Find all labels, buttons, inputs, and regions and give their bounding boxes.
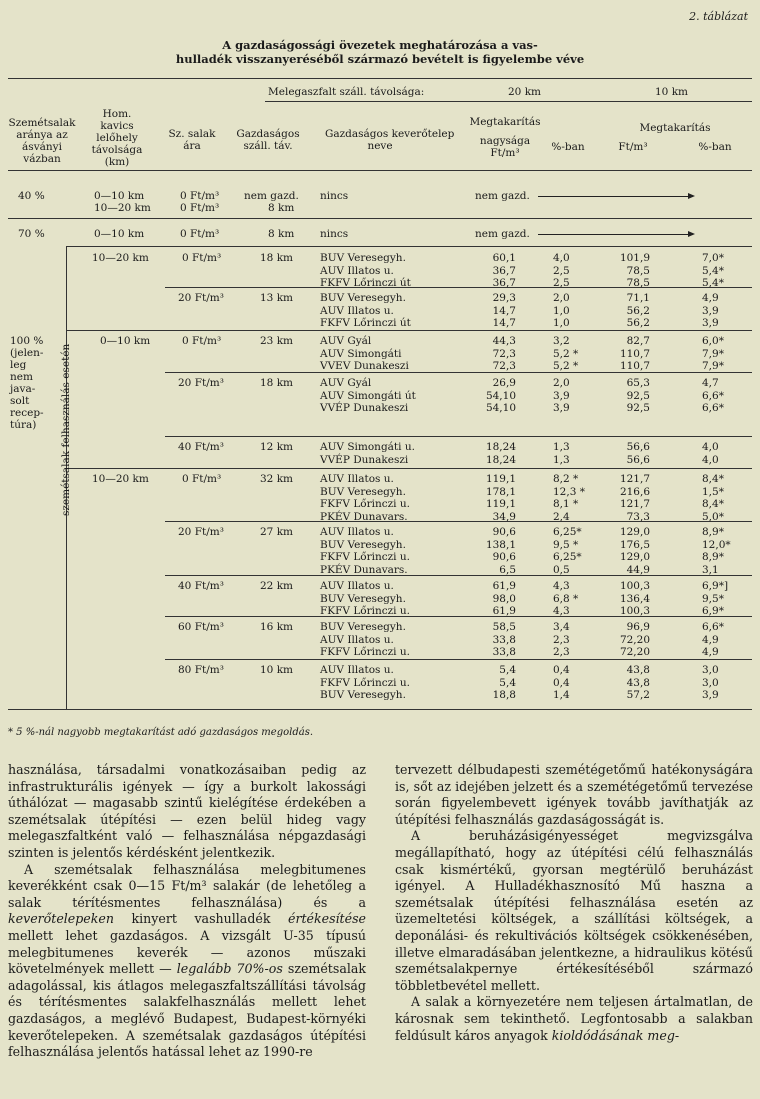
plant-name: BUV Veresegyh. bbox=[320, 621, 406, 633]
savings-pct-20: 0,4 bbox=[553, 676, 570, 689]
share-100: java- bbox=[10, 383, 36, 395]
share-100: (jelen- bbox=[10, 347, 44, 359]
text-run: mellett lehet gazdaságos. A vizsgált U-35 típusú melegbitumenes keverék — azonos műszaki követelmények mellett — bbox=[8, 927, 366, 977]
econ-dist: 8 km bbox=[268, 202, 295, 214]
plant-name: nincs bbox=[320, 190, 349, 202]
savings-pct-10: 8,4* bbox=[702, 498, 724, 510]
header-bottom-rule bbox=[8, 170, 752, 171]
section-rule bbox=[8, 218, 752, 219]
slag-price: 20 Ft/m³ bbox=[178, 292, 224, 304]
slag-price: 40 Ft/m³ bbox=[178, 441, 224, 453]
savings-pct-20: 0,4 bbox=[553, 664, 570, 676]
plant-name: AUV Illatos u. bbox=[320, 264, 394, 277]
savings-pct-20: 8,1 * bbox=[553, 498, 579, 510]
group-rule bbox=[66, 468, 752, 469]
slag-price: 60 Ft/m³ bbox=[178, 621, 224, 633]
distance-10km: 10 km bbox=[655, 86, 689, 98]
savings-pct-20: 1,0 bbox=[553, 317, 570, 329]
header-gravel: Hom. bbox=[102, 108, 132, 120]
slag-price: 0 Ft/m³ bbox=[182, 335, 222, 347]
savings-ft-10: 43,8 bbox=[626, 664, 650, 676]
savings-pct-10: 6,9* bbox=[702, 605, 724, 617]
header-slag-price: Sz. salak bbox=[168, 128, 216, 140]
group-rule bbox=[165, 287, 752, 288]
econ-dist: 27 km bbox=[260, 526, 294, 538]
savings-ft-10: 71,1 bbox=[626, 292, 650, 304]
plant-name: PKÉV Dunavars. bbox=[320, 563, 408, 576]
econ-dist: 10 km bbox=[260, 664, 294, 676]
savings-ft-10: 100,3 bbox=[619, 605, 650, 617]
plant-name: FKFV Lőrinczi u. bbox=[320, 551, 410, 563]
savings-amount-20: 18,24 bbox=[485, 441, 516, 453]
savings-pct-10: 5,4* bbox=[702, 264, 724, 277]
plant-name: AUV Simongáti út bbox=[320, 389, 416, 402]
savings-ft-10: 72,20 bbox=[619, 646, 650, 658]
gravel-range: 0—10 km bbox=[100, 335, 151, 347]
plant-name: AUV Illatos u. bbox=[320, 304, 394, 317]
savings-pct-10: 1,5* bbox=[702, 485, 724, 498]
savings-amount-20: 72,3 bbox=[492, 360, 516, 372]
share-100: túra) bbox=[10, 419, 37, 431]
savings-ft-10: 121,7 bbox=[619, 498, 650, 510]
left-column bbox=[8, 762, 366, 1061]
savings-pct-20: 12,3 * bbox=[553, 485, 585, 498]
section-rule bbox=[66, 246, 752, 247]
plant-name: AUV Gyál bbox=[320, 335, 372, 347]
savings-pct-10: 4,0 bbox=[702, 441, 719, 453]
plant-name: AUV Illatos u. bbox=[320, 526, 394, 538]
distance-rule bbox=[265, 101, 752, 102]
savings-pct-20: 2,0 bbox=[553, 377, 570, 389]
group-rule bbox=[165, 659, 752, 660]
savings-ft-10: 110,7 bbox=[619, 347, 650, 360]
gravel-range: 0—10 km bbox=[94, 228, 145, 240]
share-100: recep- bbox=[10, 407, 44, 419]
share-100: solt bbox=[10, 395, 30, 407]
savings-pct-20: 6,25* bbox=[553, 551, 582, 563]
savings-ft-10: 82,7 bbox=[626, 335, 650, 347]
plant-name: BUV Veresegyh. bbox=[320, 592, 406, 605]
savings-pct-20: 3,9 bbox=[553, 389, 570, 402]
savings-pct-10: 3,9 bbox=[702, 304, 719, 317]
savings-pct-20: 0,5 bbox=[553, 563, 570, 576]
plant-name: BUV Veresegyh. bbox=[320, 689, 406, 701]
econ-dist: 18 km bbox=[260, 377, 294, 389]
savings-pct-10: 5,4* bbox=[702, 277, 724, 289]
right-column bbox=[395, 762, 753, 1044]
plant-name: FKFV Lőrinczi út bbox=[320, 277, 411, 289]
plant-name: BUV Veresegyh. bbox=[320, 292, 406, 304]
plant-name: AUV Gyál bbox=[320, 377, 372, 389]
text-run: keverőtelepeken bbox=[8, 911, 114, 927]
savings-amount-20: 54,10 bbox=[485, 389, 516, 402]
slag-price: 20 Ft/m³ bbox=[178, 526, 224, 538]
header-pct-20: %-ban bbox=[551, 141, 585, 153]
econ-dist: 8 km bbox=[268, 228, 295, 240]
plant-name: FKFV Lőrinczi út bbox=[320, 317, 411, 329]
group-rule bbox=[165, 575, 752, 576]
savings-ft-10: 56,2 bbox=[626, 304, 650, 317]
econ-dist: 13 km bbox=[260, 292, 294, 304]
savings-ft-10: 92,5 bbox=[626, 402, 650, 414]
group-rule bbox=[165, 436, 752, 437]
econ-dist: 22 km bbox=[260, 580, 294, 592]
savings-ft-10: 110,7 bbox=[619, 360, 650, 372]
slag-price: 20 Ft/m³ bbox=[178, 377, 224, 389]
savings-pct-20: 6,25* bbox=[553, 526, 582, 538]
text-run: szemétsalak adagolással, kis átlagos melegaszfaltszállítási távolság és térítésmentes salakfelhasználás mellett lehet gazdaságos, a meglévő Budapest, Budapest-környéki keverőtelepeken. A szemétsalak gazdaságos útépítési felhasználása jelentős hatással lehet az 1990-re bbox=[8, 961, 366, 1060]
slag-price: 0 Ft/m³ bbox=[180, 202, 220, 214]
savings-pct-20: 4,3 bbox=[553, 605, 570, 617]
text-run: A salak a környezetére nem teljesen ártalmatlan, de károsnak sem tekinthető. Legfontosabb a salakban feldúsult káros anyagok bbox=[395, 994, 753, 1043]
plant-name: BUV Veresegyh. bbox=[320, 538, 406, 551]
share-100: nem bbox=[10, 371, 33, 383]
savings-ft-10: 136,4 bbox=[619, 592, 650, 605]
econ-dist: nem gazd. bbox=[244, 190, 299, 202]
text-run: kinyert vashulladék bbox=[113, 911, 288, 927]
savings-pct-20: 2,3 bbox=[553, 646, 570, 658]
savings-ft-10: 100,3 bbox=[619, 580, 650, 592]
header-gravel: lelőhely bbox=[96, 132, 138, 144]
plant-name: VVÉP Dunakeszi bbox=[320, 402, 409, 414]
savings-ft-10: 65,3 bbox=[626, 377, 650, 389]
savings-ft-10: 73,3 bbox=[626, 510, 650, 523]
savings-ft-10: 121,7 bbox=[619, 473, 650, 485]
header-plant: Gazdaságos keverőtelep bbox=[325, 128, 455, 140]
savings-ft-10: 101,9 bbox=[619, 252, 650, 264]
savings-ft-10: 78,5 bbox=[626, 277, 650, 289]
header-share: vázban bbox=[23, 153, 61, 165]
savings-pct-20: 4,0 bbox=[553, 252, 570, 264]
plant-name: nincs bbox=[320, 228, 349, 240]
slag-price: 0 Ft/m³ bbox=[182, 473, 222, 485]
savings-pct-10: 6,9*] bbox=[702, 580, 729, 592]
arrow-icon bbox=[538, 196, 693, 197]
savings-ft-10: 56,6 bbox=[626, 453, 650, 466]
gravel-range: 10—20 km bbox=[92, 252, 149, 264]
savings-pct-20: 1,4 bbox=[553, 689, 570, 701]
text-run: használása, társadalmi vonatkozásaiban pedig az infrastrukturális igények — így a burkolt lakossági úthálózat — magasabb szintű kielégítése érdekében a szemétsalak útépítési — ezen belül hideg vagy melegaszfaltként való — felhasználása népgazdasági szinten is jelentős kérdésként jelentkezik. bbox=[8, 762, 366, 860]
savings-pct-10: 6,6* bbox=[702, 402, 724, 414]
savings-pct-20: 3,9 bbox=[553, 402, 570, 414]
savings-ft-10: 96,9 bbox=[626, 621, 650, 633]
savings-amount-20: 29,3 bbox=[492, 292, 516, 304]
savings-pct-10: 4,9 bbox=[702, 292, 719, 304]
savings-pct-10: 3,9 bbox=[702, 689, 719, 701]
header-slag-price: ára bbox=[183, 140, 201, 152]
savings-pct-10: 8,9* bbox=[702, 526, 724, 538]
savings-pct-20: 3,4 bbox=[553, 621, 570, 633]
header-savings-10: Megtakarítás bbox=[639, 122, 711, 134]
footnote: * 5 %-nál nagyobb megtakarítást adó gazdaságos megoldás. bbox=[8, 727, 314, 738]
plant-name: AUV Illatos u. bbox=[320, 580, 394, 592]
plant-name: VVÉP Dunakeszi bbox=[320, 453, 409, 466]
savings-amount-20: 90,6 bbox=[492, 551, 516, 563]
savings-ft-10: 176,5 bbox=[619, 538, 650, 551]
plant-name: AUV Illatos u. bbox=[320, 664, 394, 676]
plant-name: BUV Veresegyh. bbox=[320, 485, 406, 498]
savings-ft-10: 56,2 bbox=[626, 317, 650, 329]
savings-pct-10: 4,7 bbox=[702, 377, 719, 389]
savings-amount-20: 18,24 bbox=[485, 453, 516, 466]
distance-20km: 20 km bbox=[508, 86, 542, 98]
savings-amount-20: 44,3 bbox=[492, 335, 516, 347]
header-plant: neve bbox=[367, 140, 393, 152]
header-share: Szemétsalak bbox=[8, 117, 76, 129]
header-savings-20: Megtakarítás bbox=[469, 116, 541, 128]
group-rule bbox=[165, 372, 752, 373]
savings-pct-10: 9,5* bbox=[702, 592, 724, 605]
header-gravel: távolsága bbox=[91, 144, 143, 156]
slag-price: 80 Ft/m³ bbox=[178, 664, 224, 676]
savings-pct-10: 8,4* bbox=[702, 473, 724, 485]
savings-pct-10: 7,0* bbox=[702, 252, 724, 264]
savings-ft-10: 92,5 bbox=[626, 389, 650, 402]
savings-pct-10: 7,9* bbox=[702, 360, 724, 372]
savings-amount-20: 60,1 bbox=[492, 252, 516, 264]
plant-name: VVEV Dunakeszi bbox=[320, 360, 409, 372]
savings-ft-10: 57,2 bbox=[626, 689, 650, 701]
top-rule bbox=[8, 78, 752, 79]
header-amount: nagysága bbox=[479, 135, 531, 147]
savings-pct-10: 12,0* bbox=[702, 538, 731, 551]
savings-ft-10: 72,20 bbox=[619, 633, 650, 646]
savings-pct-10: 3,0 bbox=[702, 664, 719, 676]
share-100: 100 % bbox=[10, 335, 44, 347]
savings-pct-20: 9,5 * bbox=[553, 538, 579, 551]
savings-note: nem gazd. bbox=[475, 190, 530, 202]
text-run: tervezett délbudapesti szemétégetőmű hatékonyságára is, sőt az idejében jelzett és a szemétégetőmű tervezése során figyelembevett igények tovább javíthatják az útépítési felhasználás gazdaságosságát is. bbox=[395, 762, 753, 827]
econ-dist: 18 km bbox=[260, 252, 294, 264]
share-100: leg bbox=[10, 359, 27, 371]
gravel-range: 10—20 km bbox=[94, 202, 151, 214]
savings-amount-20: 36,7 bbox=[492, 264, 516, 277]
savings-amount-20: 18,8 bbox=[492, 689, 516, 701]
header-econ-dist: száll. táv. bbox=[243, 140, 293, 152]
econ-dist: 16 km bbox=[260, 621, 294, 633]
savings-amount-20: 5,4 bbox=[499, 664, 516, 676]
savings-amount-20: 72,3 bbox=[492, 347, 516, 360]
savings-amount-20: 90,6 bbox=[492, 526, 516, 538]
savings-pct-10: 7,9* bbox=[702, 347, 724, 360]
group-rule bbox=[66, 330, 752, 331]
slag-price: 0 Ft/m³ bbox=[182, 252, 222, 264]
slag-price: 0 Ft/m³ bbox=[180, 228, 220, 240]
savings-amount-20: 119,1 bbox=[485, 473, 516, 485]
savings-pct-20: 8,2 * bbox=[553, 473, 579, 485]
econ-dist: 12 km bbox=[260, 441, 294, 453]
group-rule bbox=[165, 521, 752, 522]
header-pct-10: %-ban bbox=[698, 141, 732, 153]
savings-pct-20: 1,0 bbox=[553, 304, 570, 317]
savings-ft-10: 43,8 bbox=[626, 676, 650, 689]
savings-ft-10: 56,6 bbox=[626, 441, 650, 453]
plant-name: BUV Veresegyh. bbox=[320, 252, 406, 264]
plant-name: AUV Illatos u. bbox=[320, 633, 394, 646]
table-title-line1: A gazdaságossági övezetek meghatározása a vas- bbox=[222, 38, 538, 52]
text-run: A szemétsalak felhasználása melegbitumenes keverékként csak 0—15 Ft/m³ salakár (de lehetőleg a salak térítésmentes felhasználása) és a bbox=[8, 861, 366, 910]
slag-price: 40 Ft/m³ bbox=[178, 580, 224, 592]
paragraph bbox=[395, 994, 753, 1044]
savings-amount-20: 98,0 bbox=[492, 592, 516, 605]
savings-pct-20: 3,2 bbox=[553, 335, 570, 347]
savings-pct-20: 2,0 bbox=[553, 292, 570, 304]
savings-ft-10: 216,6 bbox=[619, 485, 650, 498]
header-gravel: (km) bbox=[104, 156, 130, 168]
header-ft-10: Ft/m³ bbox=[618, 141, 648, 153]
share-70: 70 % bbox=[18, 228, 45, 240]
plant-name: FKFV Lőrinczi u. bbox=[320, 646, 410, 658]
plant-name: FKFV Lőrinczi u. bbox=[320, 498, 410, 510]
paragraph bbox=[395, 828, 753, 994]
savings-pct-10: 6,6* bbox=[702, 389, 724, 402]
text-run: értékesítése bbox=[288, 911, 366, 927]
text-run: A beruházásigényességet megvizsgálva megállapítható, hogy az útépítési célú felhasználás csak kismértékű, gyorsan megtérülő beruházást igényel. A Hulladékhasznosító Mű haszna a szemétsalak útépítési felhasználása esetén az üzemeltetési költségek, a szállítási költségek, a deponálási- és rekultivációs költségek csökkenésében, illetve elmaradásában jelentkezne, a hidraulikus kötésű szemétsalakpernye értékesítéséből származó többletbevétel mellett. bbox=[395, 828, 753, 993]
header-amount: Ft/m³ bbox=[490, 147, 520, 159]
savings-pct-10: 4,9 bbox=[702, 646, 719, 658]
plant-name: FKFV Lőrinczi u. bbox=[320, 605, 410, 617]
savings-ft-10: 44,9 bbox=[626, 563, 650, 576]
savings-amount-20: 34,9 bbox=[492, 510, 516, 523]
savings-pct-20: 2,5 bbox=[553, 264, 570, 277]
group-rule bbox=[165, 616, 752, 617]
savings-amount-20: 14,7 bbox=[492, 317, 516, 329]
savings-pct-20: 2,5 bbox=[553, 277, 570, 289]
paragraph bbox=[395, 762, 753, 828]
savings-amount-20: 178,1 bbox=[485, 485, 516, 498]
header-share: aránya az bbox=[16, 129, 68, 141]
text-run: kioldódásának meg- bbox=[551, 1027, 680, 1043]
paragraph bbox=[8, 762, 366, 862]
distance-label: Melegaszfalt száll. távolsága: bbox=[268, 86, 425, 98]
savings-amount-20: 6,5 bbox=[499, 563, 516, 576]
econ-dist: 32 km bbox=[260, 473, 294, 485]
savings-pct-20: 1,3 bbox=[553, 453, 570, 466]
savings-amount-20: 14,7 bbox=[492, 304, 516, 317]
savings-amount-20: 138,1 bbox=[485, 538, 516, 551]
plant-name: PKÉV Dunavars. bbox=[320, 510, 408, 523]
header-gravel: kavics bbox=[100, 120, 134, 132]
savings-amount-20: 54,10 bbox=[485, 402, 516, 414]
econ-dist: 23 km bbox=[260, 335, 294, 347]
table-title-line2: hulladék visszanyeréséből származó bevételt is figyelembe véve bbox=[175, 52, 585, 66]
savings-pct-20: 6,8 * bbox=[553, 592, 579, 605]
savings-amount-20: 26,9 bbox=[492, 377, 516, 389]
savings-amount-20: 119,1 bbox=[485, 498, 516, 510]
savings-pct-20: 5,2 * bbox=[553, 360, 579, 372]
table-number: 2. táblázat bbox=[689, 10, 748, 23]
savings-pct-20: 2,3 bbox=[553, 633, 570, 646]
header-share: ásványi bbox=[22, 141, 62, 153]
savings-pct-10: 4,0 bbox=[702, 453, 719, 466]
savings-amount-20: 61,9 bbox=[492, 605, 516, 617]
plant-name: AUV Simongáti bbox=[320, 347, 402, 360]
savings-amount-20: 58,5 bbox=[492, 621, 516, 633]
savings-pct-10: 8,9* bbox=[702, 551, 724, 563]
savings-ft-10: 78,5 bbox=[626, 264, 650, 277]
savings-amount-20: 33,8 bbox=[492, 633, 516, 646]
savings-pct-10: 6,0* bbox=[702, 335, 724, 347]
savings-pct-20: 2,4 bbox=[553, 510, 570, 523]
plant-name: FKFV Lőrinczi u. bbox=[320, 676, 410, 689]
savings-amount-20: 36,7 bbox=[492, 277, 516, 289]
savings-amount-20: 61,9 bbox=[492, 580, 516, 592]
bottom-rule bbox=[8, 709, 752, 710]
savings-amount-20: 5,4 bbox=[499, 676, 516, 689]
savings-note: nem gazd. bbox=[475, 228, 530, 240]
arrow-icon bbox=[538, 234, 693, 235]
savings-amount-20: 33,8 bbox=[492, 646, 516, 658]
savings-pct-20: 5,2 * bbox=[553, 347, 579, 360]
plant-name: AUV Simongáti u. bbox=[320, 441, 415, 453]
plant-name: AUV Illatos u. bbox=[320, 473, 394, 485]
slag-price: 0 Ft/m³ bbox=[180, 190, 220, 202]
savings-ft-10: 129,0 bbox=[619, 551, 650, 563]
gravel-range: 10—20 km bbox=[92, 473, 149, 485]
savings-pct-10: 3,1 bbox=[702, 563, 719, 576]
savings-pct-10: 3,9 bbox=[702, 317, 719, 329]
savings-pct-10: 6,6* bbox=[702, 621, 724, 633]
gravel-range: 0—10 km bbox=[94, 190, 145, 202]
savings-pct-20: 1,3 bbox=[553, 441, 570, 453]
text-run: legalább 70%-os bbox=[176, 961, 283, 977]
paragraph bbox=[8, 862, 366, 1061]
savings-ft-10: 129,0 bbox=[619, 526, 650, 538]
savings-pct-10: 4,9 bbox=[702, 633, 719, 646]
savings-pct-10: 5,0* bbox=[702, 510, 724, 523]
savings-pct-20: 4,3 bbox=[553, 580, 570, 592]
share-40: 40 % bbox=[18, 190, 45, 202]
savings-pct-10: 3,0 bbox=[702, 676, 719, 689]
header-econ-dist: Gazdaságos bbox=[236, 128, 300, 140]
